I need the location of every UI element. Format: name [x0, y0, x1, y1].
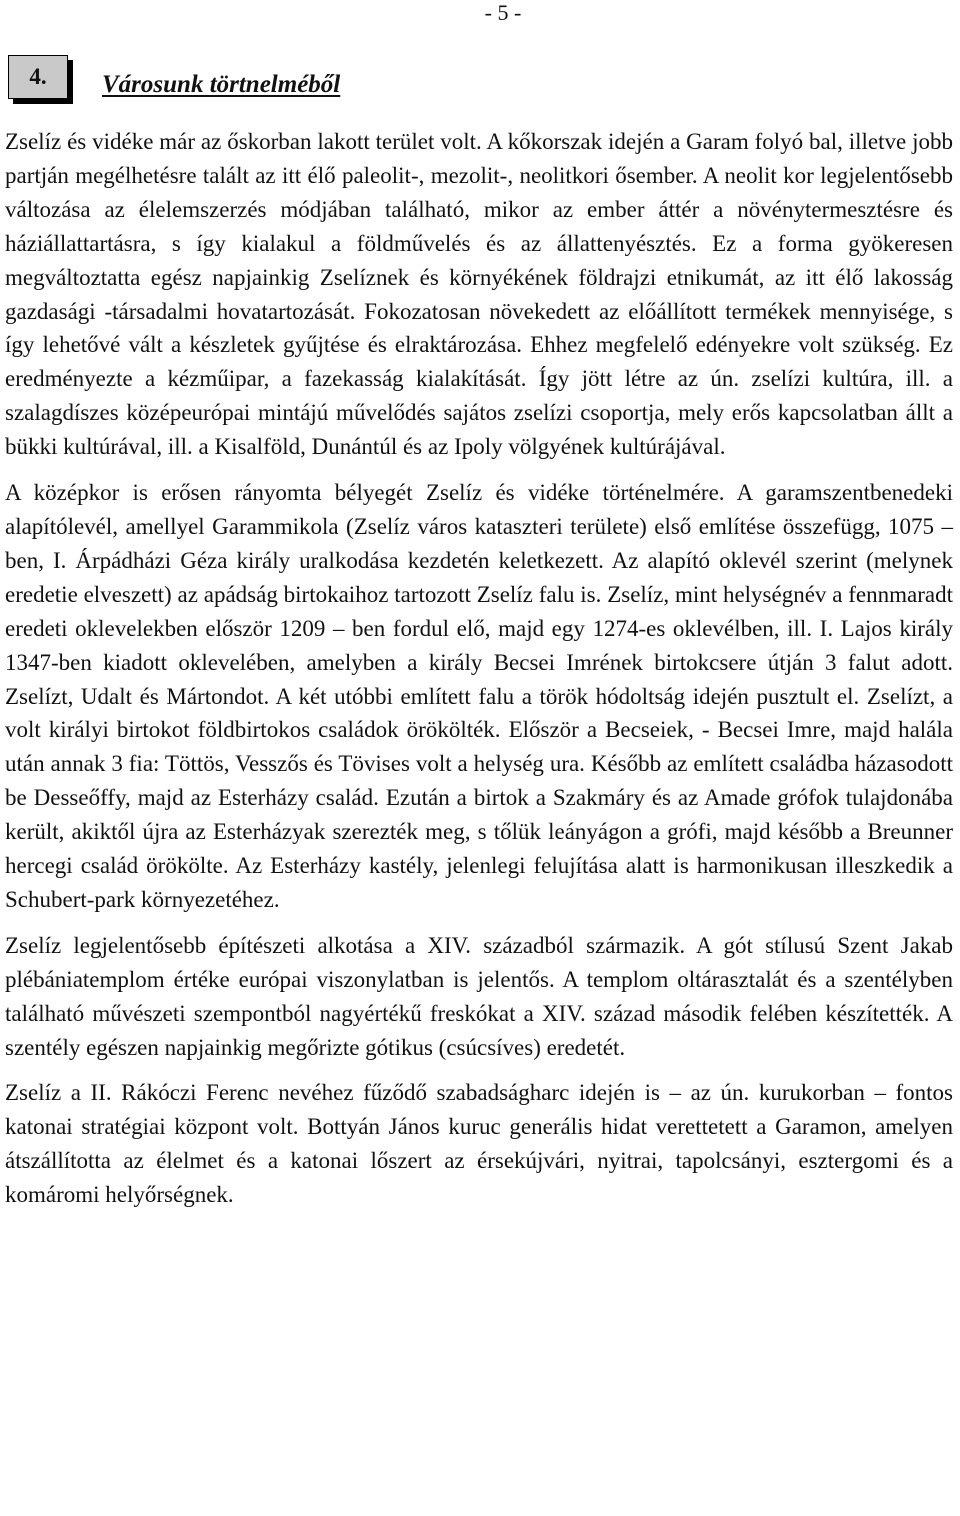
paragraph-middle-ages: A középkor is erősen rányomta bélyegét Zselíz és vidéke történelmére. A garamszentbenedeki alapítólevél, amellyel Garammikola (Zselíz város kataszteri területe) első említése összefügg, 1075 – ben, I. Árpádházi Géza király uralkodása kezdetén keletkezett. Az alapító oklevél szerint (melynek eredetie elveszett) az apádság birtokaihoz tartozott Zselíz falu is. Zselíz, mint helységnév a fennmaradt eredeti oklevelekben először 1209 – ben fordul elő, majd egy 1274-es oklevélben, ill. I. Lajos király 1347-ben kiadott oklevelében, amelyben a király Becsei Imrének birtokcsere útján 3 falut adott. Zselízt, Udalt és Mártondot. A két utóbbi említett falu a török hódoltság idején pusztult el. Zselízt, a volt királyi birtokot földbirtokos családok örökölték. Először a Becseiek, - Becsei Imre, majd halála után annak 3 fia: Töttös, Vesszős és Tövises volt a helység ura. Később az említett családba házasodott be Desseőffy, majd az Esterházy család. Ezután a birtok a Szakmáry és az Amade grófok tulajdonába került, akiktől újra az Esterházyak szerezték meg, s tőlük leányágon a grófi, majd később a Breunner hercegi család örökölte. Az Esterházy kastély, jelenlegi felujítása alatt is harmonikusan illeszkedik a Schubert-park környezetéhez. — [5, 480, 953, 912]
page-number: - 5 - — [484, 0, 522, 25]
paragraph-church: Zselíz legjelentősebb építészeti alkotása a XIV. századból származik. A gót stílusú Szent Jakab plébániatemplom értéke európai viszonylatban is jelentős. A templom oltárasztalát és a szentélyben található művészeti szempontból nagyértékű freskókat a XIV. század második felében készítették. A szentély egészen napjainkig megőrizte gótikus (csúcsíves) eredetét. — [5, 932, 953, 1060]
paragraph-prehistory: Zselíz és vidéke már az őskorban lakott terület volt. A kőkorszak idején a Garam folyó bal, illetve jobb partján megélhetésre talált az itt élő paleolit-, mezolit-, neolitkori ősember. A neolit kor legjelentősebb változása az élelemszerzés módjában található, mikor az ember áttér a növénytermesztésre és háziállattartásra, s így kialakul a földművelés és az állattenyésztés. Ez a forma gyökeresen megváltoztatta egész napjainkig Zselíznek és környékének földrajzi etnikumát, az itt élő lakosság gazdasági -társadalmi hovatartozását. Fokozatosan növekedett az előállított termékek mennyisége, s így lehetővé vált a készletek gyűjtése és elraktározása. Ehhez megfelelő edényekre volt szükség. Ez eredményezte a kézműipar, a fazekasság kialakítását. Így jött létre az ún. zselízi kultúra, ill. a szalagdíszes középeurópai mintájú művelődés sajátos zselízi csoportja, mely erős kapcsolatban állt a bükki kultúrával, ill. a Kisalföld, Dunántúl és az Ipoly völgyének kultúrájával. — [5, 129, 953, 460]
chapter-title: Városunk törtnelméből — [102, 71, 341, 98]
chapter-number: 4. — [29, 64, 47, 89]
paragraph-rakoczi: Zselíz a II. Rákóczi Ferenc nevéhez fűződő szabadságharc idején is – az ún. kurukorban – fontos katonai stratégiai központ volt. Bottyán János kuruc generális hidat verettetett a Garamon, amelyen átszállította az élelmet és a katonai lőszert az érsekújvári, nyitrai, tapolcsányi, esztergomi és a komáromi helyőrségnek. — [5, 1080, 953, 1208]
chapter-number-box — [8, 55, 68, 99]
document-body — [5, 125, 953, 1212]
